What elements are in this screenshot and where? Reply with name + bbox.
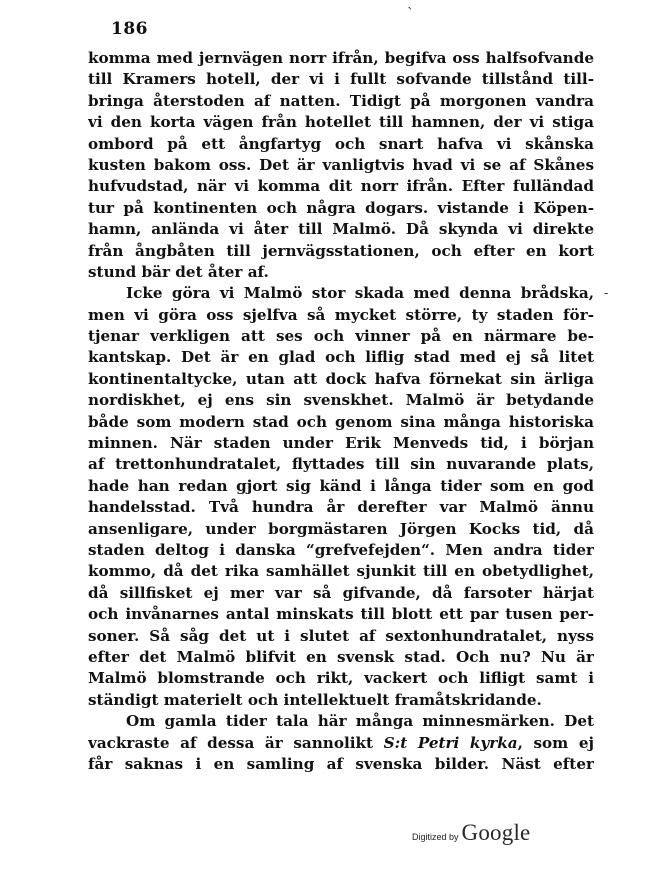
text-line: staden deltog i danska “grefvefejden“. Men andra tider [88, 540, 594, 559]
text-line: då sillfisket ej mer var så gifvande, då farsoter härjat [88, 583, 594, 602]
text-segment: , som ej [517, 733, 594, 752]
text-line: tjenar verkligen att ses och vinner på en närmare be- [88, 327, 594, 346]
body-text [88, 48, 594, 775]
text-line: komma med jernvägen norr ifrån, begifva oss halfsofvande [88, 49, 594, 67]
text-line: och invånarnes antal minskats till blott ett par tusen per- [88, 605, 594, 624]
text-line: ständigt materielt och intellektuelt framåtskridande. [88, 690, 542, 709]
text-line: kommo, då det rika samhället sjunkit till en obetydlighet, [88, 562, 594, 581]
text-line: hamn, anlända vi åter till Malmö. Då skynda vi direkte [88, 220, 594, 239]
text-line: soner. Så såg det ut i slutet af sextonhundratalet, nyss [88, 626, 594, 645]
text-line: af trettonhundratalet, flyttades till sin nuvarande plats, [88, 455, 594, 474]
text-line-mixed [88, 733, 594, 754]
text-line: till Kramers hotell, der vi i fullt sofvande tillstånd till- [88, 70, 594, 89]
text-line: minnen. När staden under Erik Menveds tid, i början [88, 434, 594, 453]
text-line: kontinentaltycke, utan att dock hafva förnekat sin ärliga [88, 369, 594, 388]
text-line: hufvudstad, när vi komma dit norr ifrån. Efter fulländad [88, 177, 594, 196]
text-line: stund bär det åter af. [88, 262, 269, 281]
text-line: nordiskhet, ej ens sin svenskhet. Malmö är betydande [88, 391, 594, 410]
text-line: vi den korta vägen från hotellet till hamnen, der vi stiga [88, 113, 594, 132]
text-line: bringa återstoden af natten. Tidigt på morgonen vandra [88, 91, 594, 110]
text-line: tur på kontinenten och några dogars. vistande i Köpen- [88, 198, 594, 217]
digitized-footer [412, 820, 530, 846]
text-line: ansenligare, under borgmästaren Jörgen Kocks tid, då [88, 519, 594, 538]
text-line: Om gamla tider tala här många minnesmärken. Det [126, 712, 594, 731]
text-line: får saknas i en samling af svenska bilder. Näst efter [88, 754, 594, 773]
google-logo: Google [461, 820, 531, 845]
text-line: efter det Malmö blifvit en svensk stad. Och nu? Nu är [88, 647, 594, 666]
text-line: Icke göra vi Malmö stor skada med denna brådska, [126, 284, 594, 303]
stray-mark-margin: - [604, 286, 609, 301]
text-line: kantskap. Det är en glad och liflig stad med ej så litet [88, 348, 594, 367]
text-line: hade han redan gjort sig känd i långa tider som en god [88, 476, 594, 495]
text-line: handelsstad. Två hundra år derefter var Malmö ännu [88, 498, 594, 517]
digitized-by-label: Digitized by [412, 832, 459, 842]
text-line: från ångbåten till jernvägsstationen, och efter en kort [88, 241, 594, 260]
text-line: men vi göra oss sjelfva så mycket större, ty staden för- [88, 305, 594, 324]
italic-church-name: S:t Petri kyrka [383, 733, 518, 752]
stray-mark: ` [407, 6, 414, 22]
text-line: Malmö blomstrande och rikt, vackert och lifligt samt i [88, 669, 594, 688]
text-line: både som modern stad och genom sina många historiska [88, 412, 594, 431]
text-line: ombord på ett ångfartyg och snart hafva vi skånska [88, 134, 594, 153]
text-line: kusten bakom oss. Det är vanligtvis hvad vi se af Skånes [88, 155, 594, 174]
text-segment: vackraste af dessa är sannolikt [88, 733, 384, 752]
page-number: 186 [111, 19, 148, 39]
